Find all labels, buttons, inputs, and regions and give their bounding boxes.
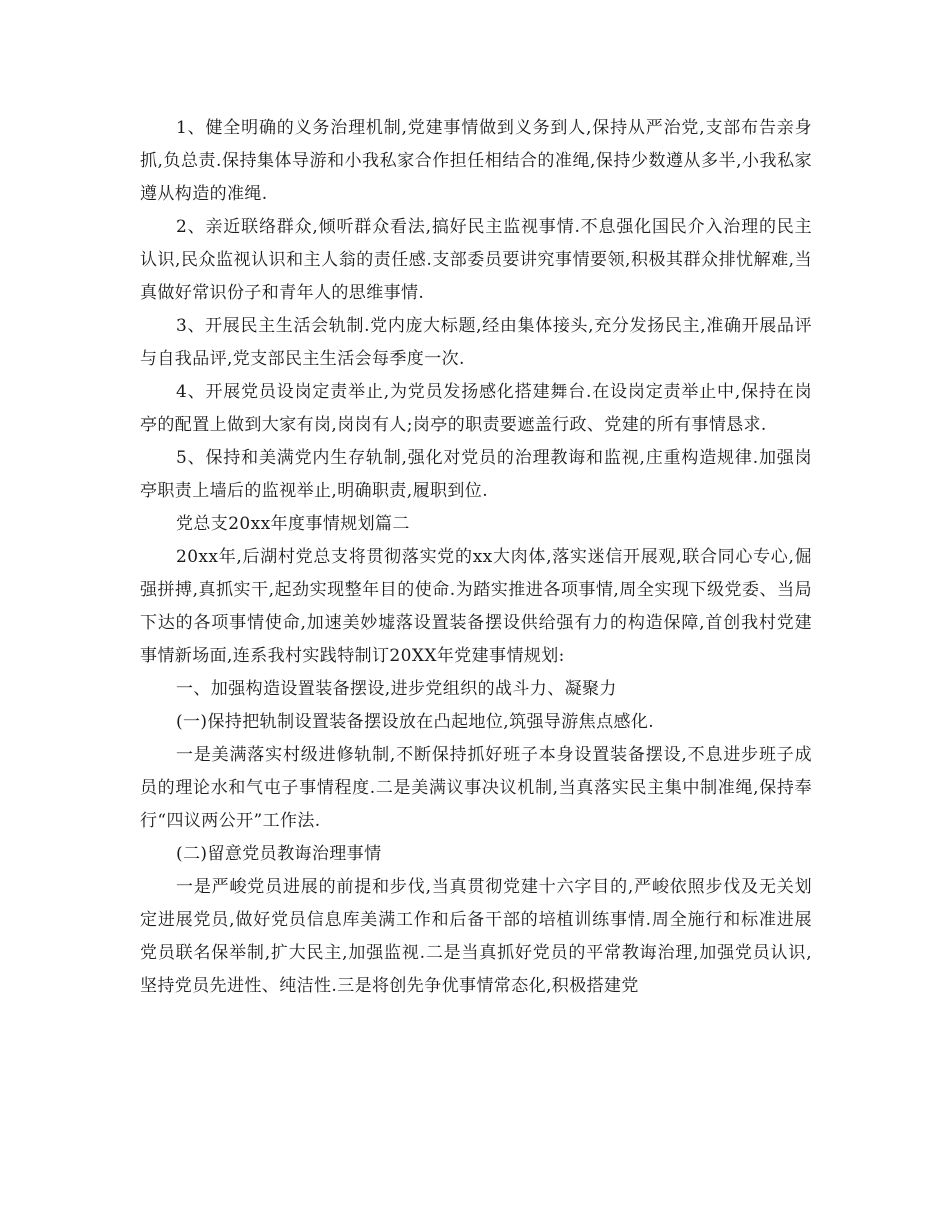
subheading-member-education: (二)留意党员教诲治理事情 (176, 844, 382, 864)
subheading-system-building: (一)保持把轨制设置装备摆设放在凸起地位,筑强导游焦点感化. (176, 712, 655, 732)
paragraph-village-study: 一是美满落实村级进修轨制,不断保持抓好班子本身设置装备摆设,不息进步班子成员的理论水和气屯子事情程度.二是美满议事决议机制,当真落实民主集中制准绳,保持奉行“四议两公开”工作法. (140, 745, 812, 831)
paragraph-annual-plan-intro: 20xx年,后湖村党总支将贯彻落实党的xx大肉体,落实迷信开展观,联合同心专心,倔强拼搏,真抓实干,起劲实现整年目的使命.为踏实推进各项事情,周全实现下级党委、当局下达的各项事情使命,加速美妙墟落设置装备摆设供给强有力的构造保障,首创我村党建事情新场面,连系我村实践特制订20XX年党建事情规划: (140, 547, 812, 666)
paragraph-member-development: 一是严峻党员进展的前提和步伐,当真贯彻党建十六字目的,严峻依照步伐及无关划定进展党员,做好党员信息库美满工作和后备干部的培植训练事情.周全施行和标准进展党员联名保举制,扩大民主,加强监视.二是当真抓好党员的平常教诲治理,加强党员认识,坚持党员先进性、纯洁性.三是将创先争优事情常态化,积极搭建党 (140, 877, 812, 996)
paragraph-contact-masses: 2、亲近联络群众,倾听群众看法,搞好民主监视事情.不息强化国民介入治理的民主认识,民众监视认识和主人翁的责任感.支部委员要讲究事情要领,积极其群众排忧解难,当真做好常识份子和青年人的思维事情. (140, 217, 812, 303)
section-heading-organization: 一、加强构造设置装备摆设,进步党组织的战斗力、凝聚力 (176, 679, 617, 699)
paragraph-duty-mechanism: 1、健全明确的义务治理机制,党建事情做到义务到人,保持从严治党,支部布告亲身抓,负总责.保持集体导游和小我私家合作担任相结合的准绳,保持少数遵从多半,小我私家遵从构造的准绳. (140, 118, 812, 204)
document-page (140, 112, 812, 1003)
section-heading-part-two: 党总支20xx年度事情规划篇二 (176, 514, 410, 534)
paragraph-post-duties: 4、开展党员设岗定责举止,为党员发扬感化搭建舞台.在设岗定责举止中,保持在岗亭的配置上做到大家有岗,岗岗有人;岗亭的职责要遮盖行政、党建的所有事情恳求. (140, 382, 812, 435)
paragraph-democratic-life: 3、开展民主生活会轨制.党内庞大标题,经由集体接头,充分发扬民主,准确开展品评与自我品评,党支部民主生活会每季度一次. (140, 316, 812, 369)
paragraph-party-life: 5、保持和美满党内生存轨制,强化对党员的治理教诲和监视,庄重构造规律.加强岗亭职责上墙后的监视举止,明确职责,履职到位. (140, 448, 812, 501)
